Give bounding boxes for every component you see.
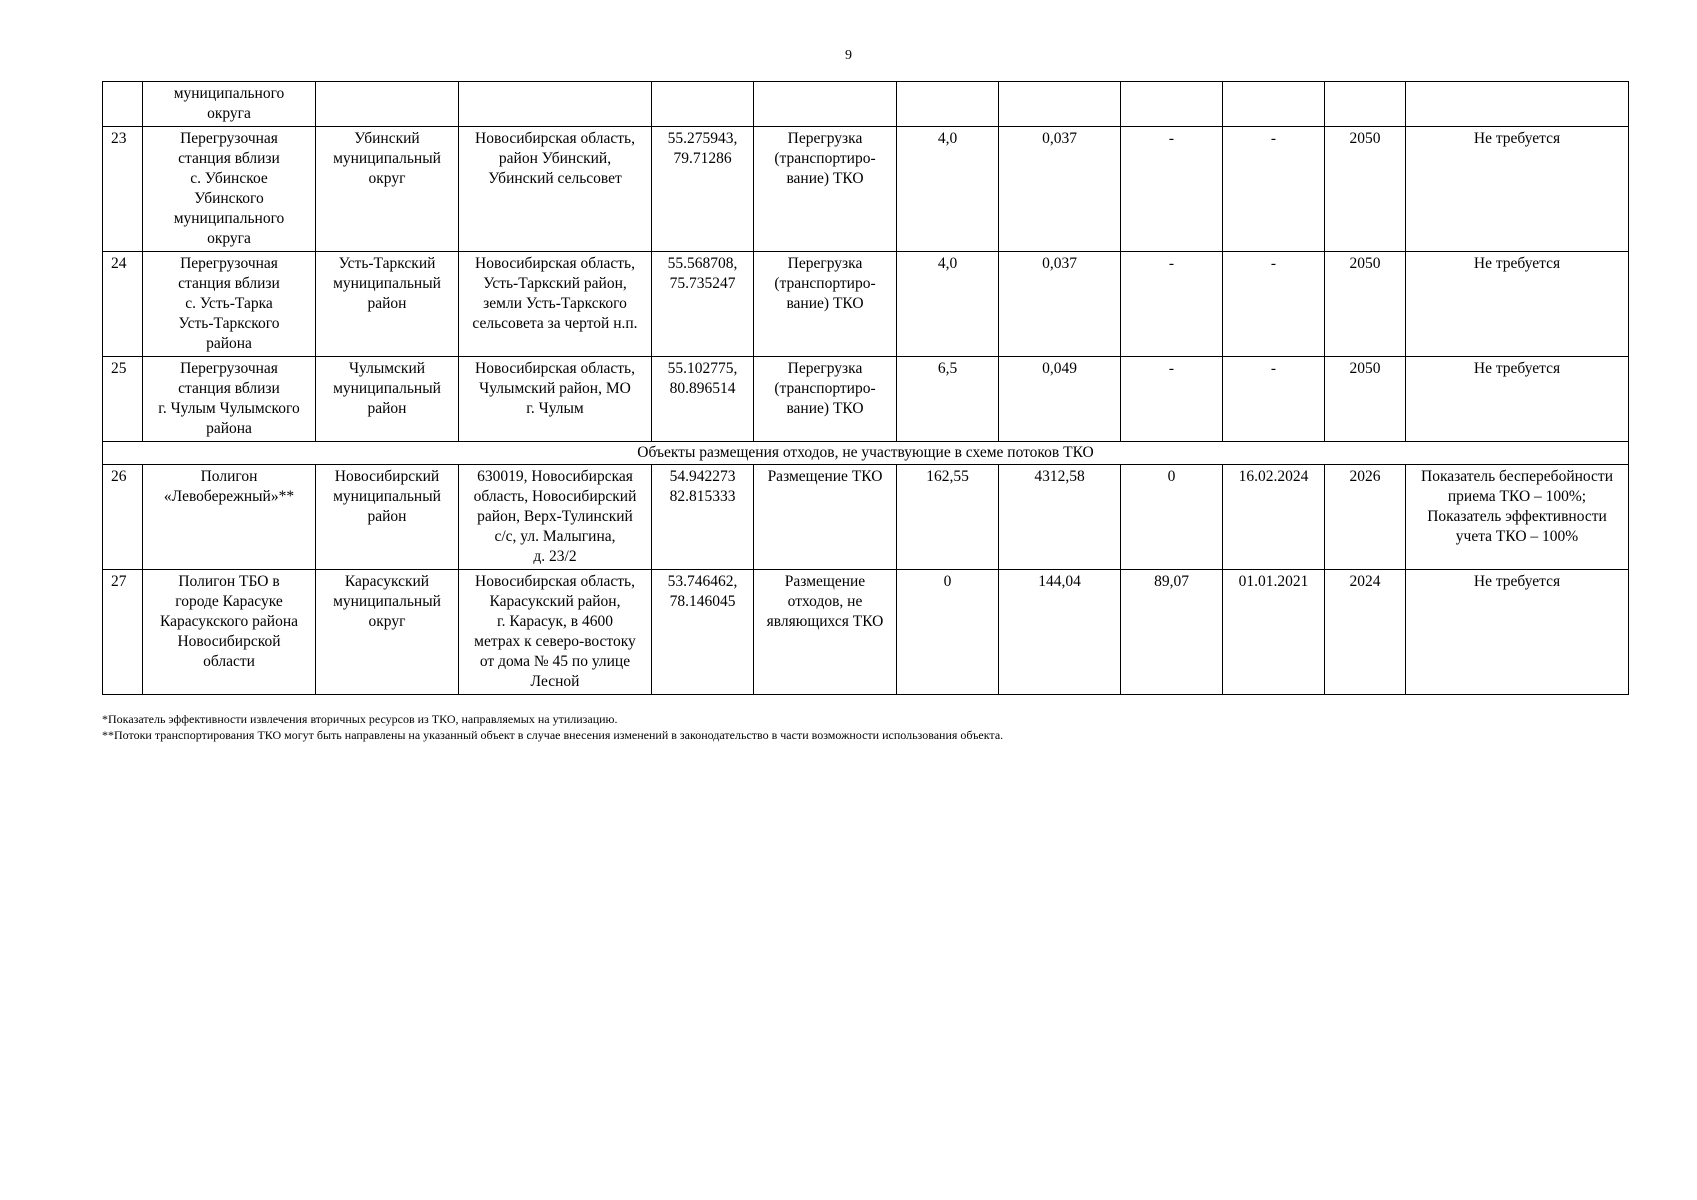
- cell-year: 2026: [1325, 465, 1406, 570]
- cell-indicator: Не требуется: [1406, 252, 1629, 357]
- cell-indicator: Не требуется: [1406, 357, 1629, 442]
- cell-facility-name: Полигон ТБО в городе Карасуке Карасукского района Новосибирской области: [143, 570, 316, 695]
- section-header: Объекты размещения отходов, не участвующие в схеме потоков ТКО: [103, 442, 1629, 465]
- cell-filled: -: [1121, 252, 1223, 357]
- cell-year: 2050: [1325, 252, 1406, 357]
- cell-address: 630019, Новосибирская область, Новосибирский район, Верх-Тулинский с/с, ул. Малыгина, д. 23/2: [459, 465, 652, 570]
- cell-municipality: Чулымский муниципальный район: [316, 357, 459, 442]
- cell-purpose: Размещение ТКО: [754, 465, 897, 570]
- table-section: [103, 442, 1629, 465]
- cell-volume: [999, 82, 1121, 127]
- table-row: [103, 465, 1629, 570]
- cell-capacity: 4,0: [897, 127, 999, 252]
- cell-address: Новосибирская область, Карасукский район, г. Карасук, в 4600 метрах к северо-востоку от дома № 45 по улице Лесной: [459, 570, 652, 695]
- cell-filled: -: [1121, 127, 1223, 252]
- cell-capacity: [897, 82, 999, 127]
- cell-row-number: 27: [103, 570, 143, 695]
- cell-capacity: 4,0: [897, 252, 999, 357]
- cell-municipality: Убинский муниципальный округ: [316, 127, 459, 252]
- cell-coordinates: 55.568708, 75.735247: [652, 252, 754, 357]
- cell-volume: 144,04: [999, 570, 1121, 695]
- table-row: [103, 357, 1629, 442]
- cell-date: 01.01.2021: [1223, 570, 1325, 695]
- cell-row-number: 25: [103, 357, 143, 442]
- cell-municipality: Новосибирский муниципальный район: [316, 465, 459, 570]
- cell-indicator: Не требуется: [1406, 127, 1629, 252]
- cell-facility-name: Перегрузочная станция вблизи г. Чулым Чулымского района: [143, 357, 316, 442]
- cell-capacity: 6,5: [897, 357, 999, 442]
- cell-row-number: 26: [103, 465, 143, 570]
- table-row: [103, 127, 1629, 252]
- cell-indicator: Показатель бесперебойности приема ТКО – 100%; Показатель эффективности учета ТКО – 100%: [1406, 465, 1629, 570]
- cell-filled: 89,07: [1121, 570, 1223, 695]
- cell-coordinates: 55.275943, 79.71286: [652, 127, 754, 252]
- cell-municipality: Усть-Таркский муниципальный район: [316, 252, 459, 357]
- waste-facilities-table: [102, 81, 1629, 695]
- cell-indicator: [1406, 82, 1629, 127]
- section-header-row: [103, 442, 1629, 465]
- cell-purpose: Размещение отходов, не являющихся ТКО: [754, 570, 897, 695]
- table-body-disposal-sites: [103, 465, 1629, 695]
- cell-purpose: Перегрузка (транспортиро- вание) ТКО: [754, 127, 897, 252]
- cell-capacity: 0: [897, 570, 999, 695]
- cell-filled: [1121, 82, 1223, 127]
- cell-capacity: 162,55: [897, 465, 999, 570]
- cell-date: -: [1223, 357, 1325, 442]
- cell-volume: 0,037: [999, 127, 1121, 252]
- cell-row-number: 23: [103, 127, 143, 252]
- cell-facility-name: Перегрузочная станция вблизи с. Убинское Убинского муниципального округа: [143, 127, 316, 252]
- cell-date: [1223, 82, 1325, 127]
- cell-coordinates: 53.746462, 78.146045: [652, 570, 754, 695]
- cell-address: [459, 82, 652, 127]
- table-row: [103, 252, 1629, 357]
- cell-facility-name: Перегрузочная станция вблизи с. Усть-Тарка Усть-Таркского района: [143, 252, 316, 357]
- cell-address: Новосибирская область, район Убинский, Убинский сельсовет: [459, 127, 652, 252]
- table-row: [103, 570, 1629, 695]
- cell-date: -: [1223, 127, 1325, 252]
- cell-date: -: [1223, 252, 1325, 357]
- cell-facility-name: муниципального округа: [143, 82, 316, 127]
- footnote-1: *Показатель эффективности извлечения вторичных ресурсов из ТКО, направляемых на утилизацию.: [102, 712, 618, 726]
- cell-coordinates: [652, 82, 754, 127]
- cell-purpose: Перегрузка (транспортиро- вание) ТКО: [754, 252, 897, 357]
- cell-purpose: Перегрузка (транспортиро- вание) ТКО: [754, 357, 897, 442]
- cell-municipality: [316, 82, 459, 127]
- cell-facility-name: Полигон «Левобережный»**: [143, 465, 316, 570]
- cell-address: Новосибирская область, Чулымский район, МО г. Чулым: [459, 357, 652, 442]
- cell-filled: 0: [1121, 465, 1223, 570]
- cell-volume: 0,049: [999, 357, 1121, 442]
- cell-purpose: [754, 82, 897, 127]
- cell-municipality: Карасукский муниципальный округ: [316, 570, 459, 695]
- cell-address: Новосибирская область, Усть-Таркский район, земли Усть-Таркского сельсовета за чертой н.п.: [459, 252, 652, 357]
- cell-coordinates: 54.942273 82.815333: [652, 465, 754, 570]
- page-number: 9: [845, 48, 852, 63]
- cell-year: [1325, 82, 1406, 127]
- cell-indicator: Не требуется: [1406, 570, 1629, 695]
- cell-row-number: 24: [103, 252, 143, 357]
- cell-filled: -: [1121, 357, 1223, 442]
- footnotes: [102, 711, 1628, 743]
- cell-volume: 4312,58: [999, 465, 1121, 570]
- footnote-2: **Потоки транспортирования ТКО могут быть направлены на указанный объект в случае внесения изменений в законодательство в части возможности использования объекта.: [102, 728, 1004, 742]
- cell-coordinates: 55.102775, 80.896514: [652, 357, 754, 442]
- table-row: [103, 82, 1629, 127]
- table-body-transfer-stations: [103, 82, 1629, 442]
- cell-year: 2050: [1325, 127, 1406, 252]
- cell-volume: 0,037: [999, 252, 1121, 357]
- cell-year: 2024: [1325, 570, 1406, 695]
- cell-row-number: [103, 82, 143, 127]
- cell-year: 2050: [1325, 357, 1406, 442]
- cell-date: 16.02.2024: [1223, 465, 1325, 570]
